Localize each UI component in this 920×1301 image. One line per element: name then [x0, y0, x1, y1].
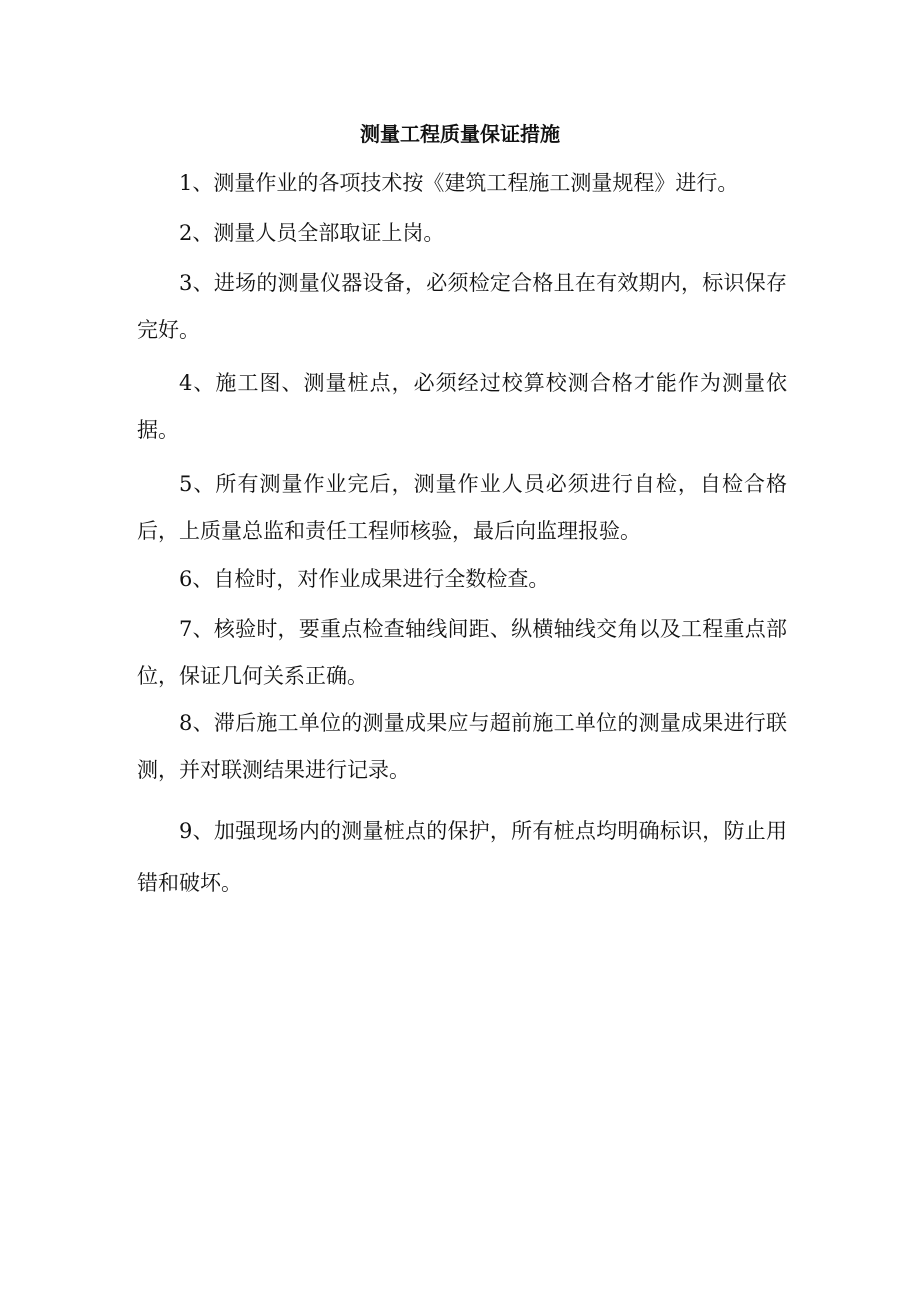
item-text: 、进场的测量仪器设备，必须检定合格且在有效期内，标识保存完好。	[137, 271, 787, 342]
item-number: 6	[179, 567, 193, 591]
list-item	[137, 461, 787, 555]
item-number: 5	[179, 472, 193, 496]
item-number: 3	[179, 271, 193, 295]
item-text: 、测量作业的各项技术按《建筑工程施工测量规程》进行。	[192, 171, 739, 195]
item-number: 1	[179, 171, 193, 195]
list-item	[137, 556, 787, 603]
list-item	[137, 700, 787, 794]
item-text: 、加强现场内的测量桩点的保护，所有桩点均明确标识，防止用错和破坏。	[137, 819, 787, 895]
item-text: 、滞后施工单位的测量成果应与超前施工单位的测量成果进行联测，并对联测结果进行记录。	[137, 711, 787, 782]
list-item	[137, 606, 787, 700]
list-item	[137, 360, 787, 454]
list-item	[137, 160, 787, 207]
item-number: 7	[179, 617, 193, 641]
list-item	[137, 210, 787, 257]
list-item	[137, 805, 787, 909]
item-text: 、自检时，对作业成果进行全数检查。	[192, 567, 550, 591]
item-text: 、所有测量作业完后，测量作业人员必须进行自检，自检合格后，上质量总监和责任工程师核验，最后向监理报验。	[137, 472, 787, 543]
list-item	[137, 260, 787, 354]
item-number: 4	[179, 371, 193, 395]
item-text: 、测量人员全部取证上岗。	[192, 221, 445, 245]
page-title: 测量工程质量保证措施	[360, 122, 560, 146]
item-number: 2	[179, 221, 193, 245]
item-text: 、核验时，要重点检查轴线间距、纵横轴线交角以及工程重点部位，保证几何关系正确。	[137, 617, 787, 688]
item-number: 9	[179, 819, 193, 843]
item-text: 、施工图、测量桩点，必须经过校算校测合格才能作为测量依据。	[137, 371, 787, 442]
item-number: 8	[179, 711, 193, 735]
